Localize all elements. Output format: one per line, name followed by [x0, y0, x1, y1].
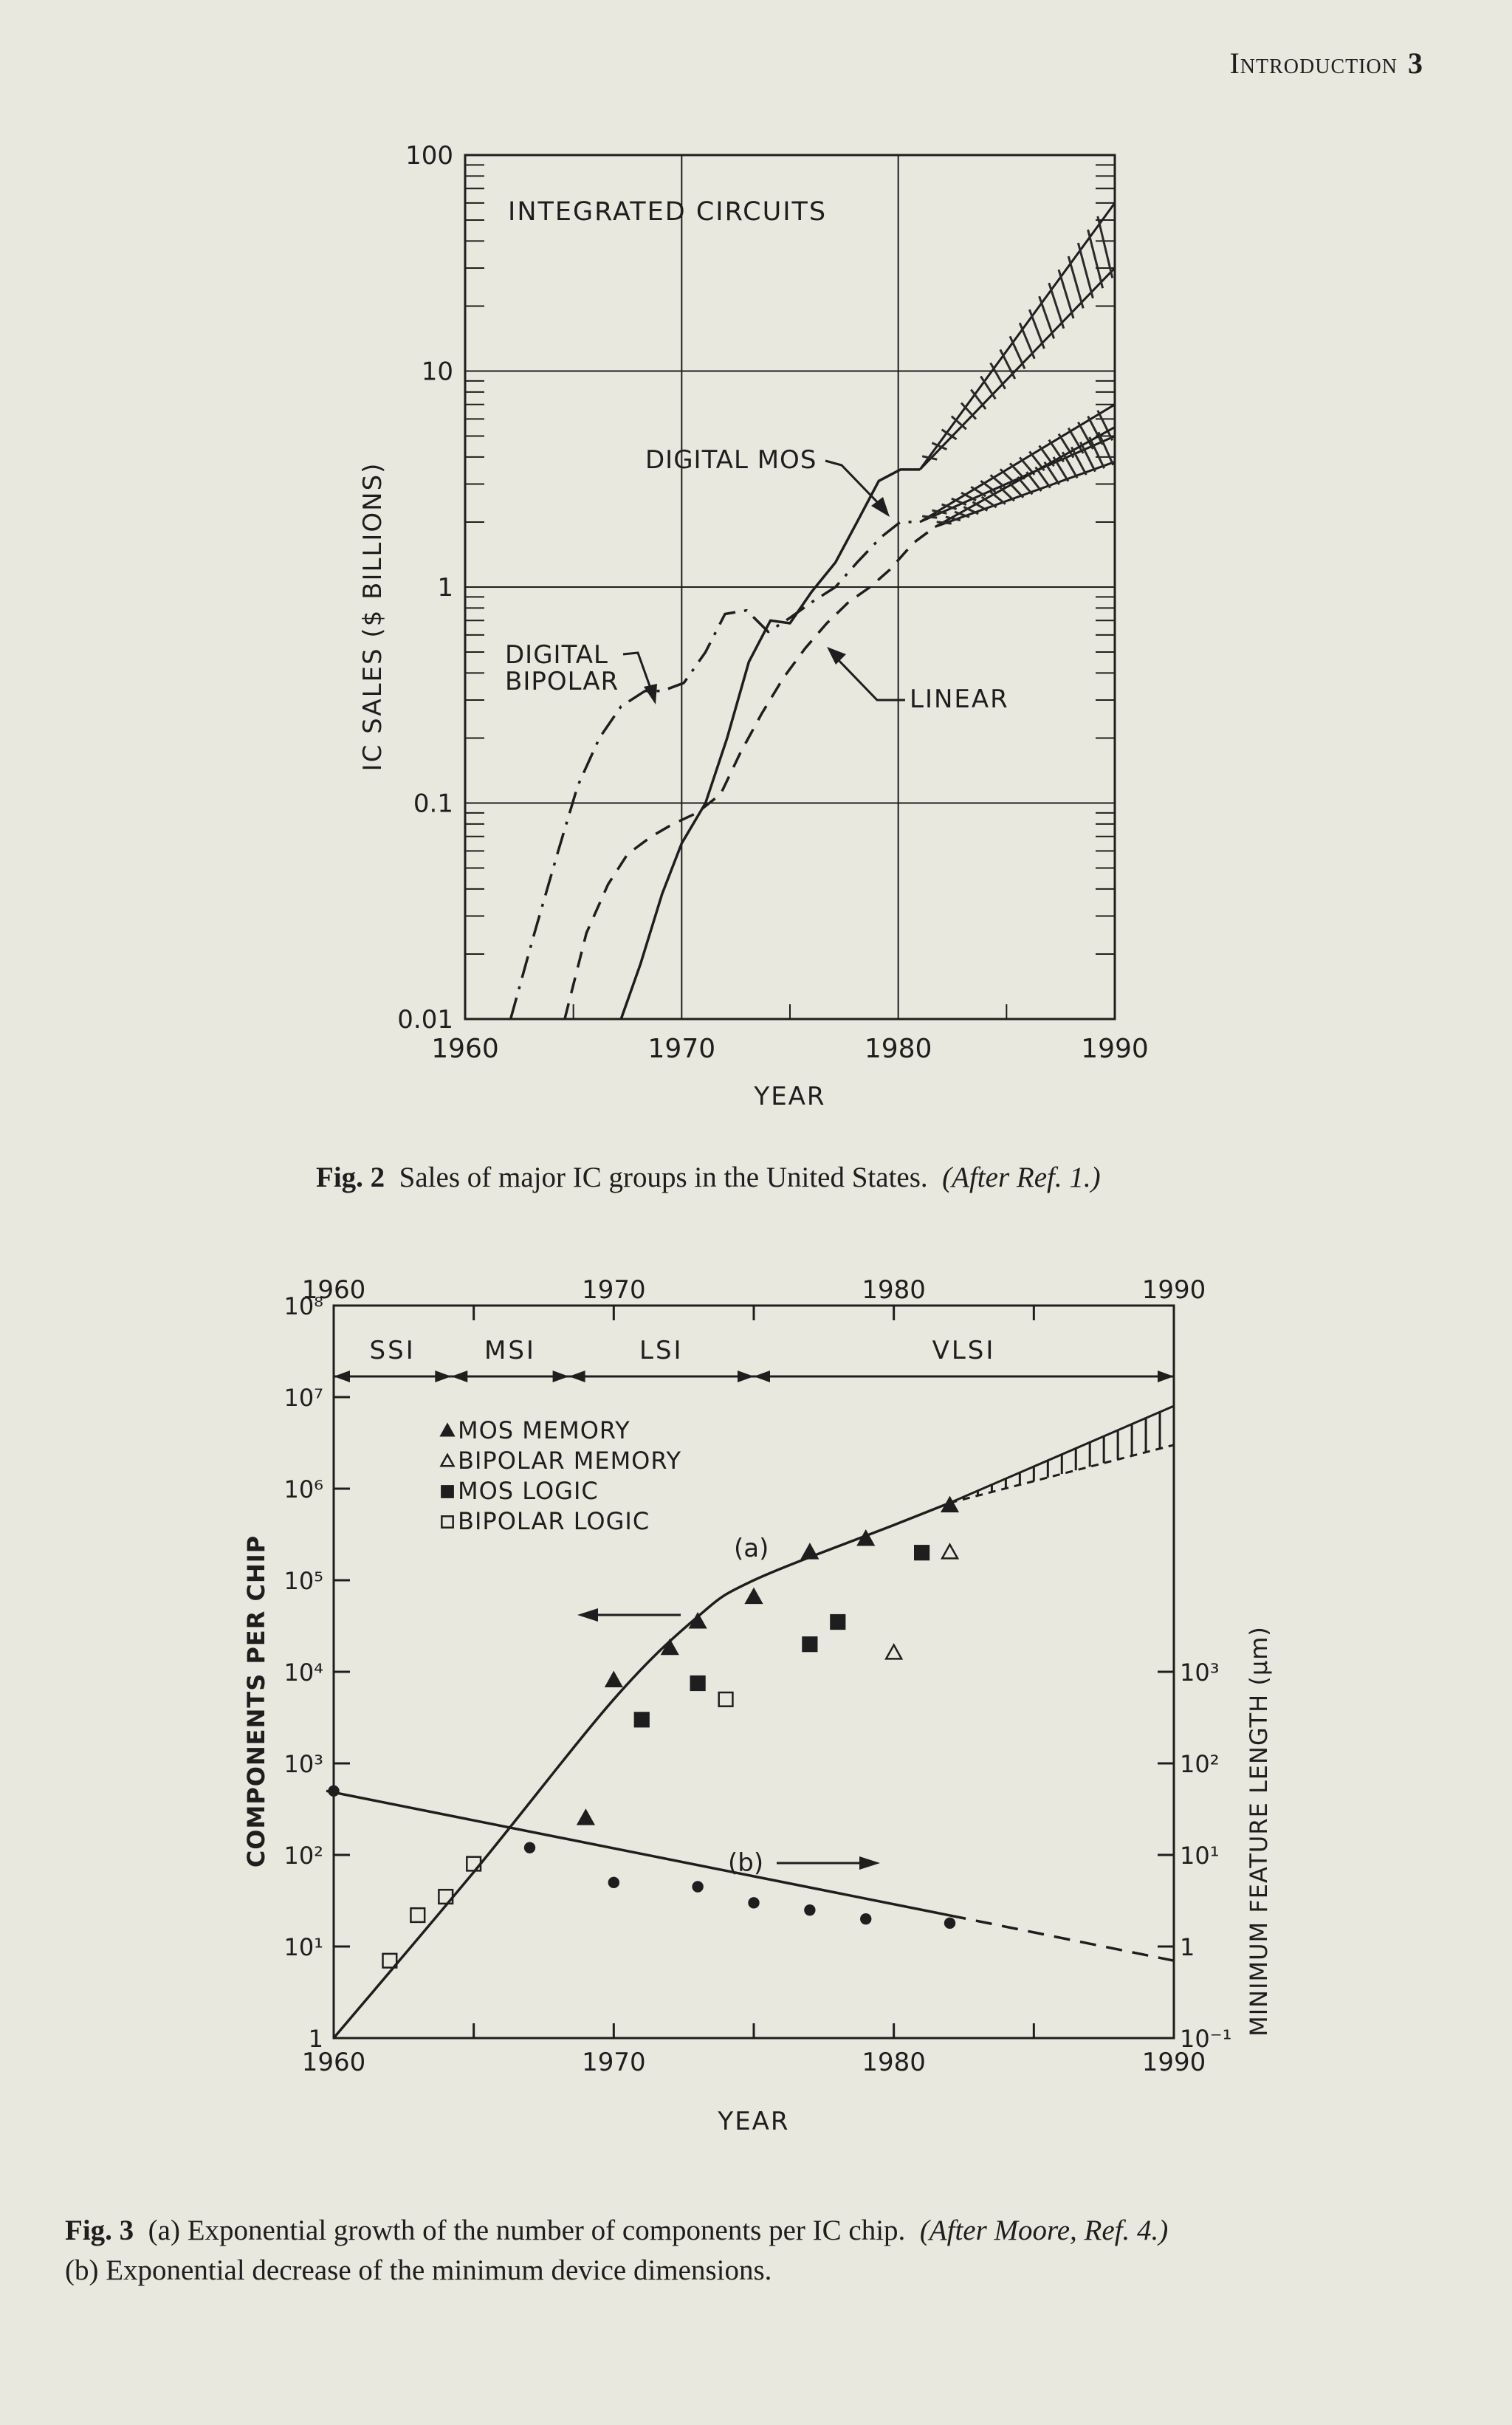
era-arrow-right: [738, 1371, 754, 1382]
y-axis-label: COMPONENTS PER CHIP: [242, 1534, 270, 1868]
y2-axis-label: MINIMUM FEATURE LENGTH (μm): [1245, 1626, 1273, 2037]
projection-band-edge: [950, 1406, 1175, 1503]
x-tick-label: 1990: [1141, 2048, 1206, 2077]
projection-hatch: [1017, 477, 1032, 494]
projection-hatch: [1010, 336, 1025, 368]
projection-band: [920, 203, 1115, 470]
projection-hatch: [982, 497, 997, 507]
legend-label: BIPOLAR LOGIC: [458, 1507, 650, 1535]
y-tick-label: 10⁸: [284, 1292, 323, 1320]
era-arrow-left: [569, 1371, 585, 1382]
fig2-caption-ref: (After Ref. 1.): [942, 1162, 1101, 1193]
y-tick-label: 1: [437, 573, 453, 603]
annotation-arrowhead: [644, 684, 657, 704]
fig2-caption: [316, 1158, 1101, 1198]
page-number: 3: [1408, 47, 1423, 80]
projection-hatch: [1010, 463, 1025, 479]
projection-band: [935, 427, 1116, 526]
projection-band: [920, 405, 1115, 522]
legend-label: MOS MEMORY: [458, 1416, 630, 1444]
projection-hatch: [1000, 469, 1015, 483]
data-point-feature: [524, 1842, 535, 1853]
curve-b-arrowhead: [859, 1856, 880, 1870]
projection-hatch: [980, 481, 995, 492]
annotation-linear: LINEAR: [910, 685, 1009, 714]
data-point-open-triangle: [886, 1645, 901, 1659]
y-tick-label: 10²: [284, 1842, 323, 1870]
y2-tick-label: 10³: [1180, 1659, 1220, 1687]
data-point-filled-triangle: [578, 1811, 594, 1825]
data-point-open-square: [719, 1692, 733, 1707]
fig3-caption-text-a: (a) Exponential growth of the number of components per IC chip.: [148, 2215, 906, 2246]
data-point-feature: [804, 1904, 815, 1915]
y-tick-label: 10: [421, 357, 453, 387]
x-tick-label-top: 1960: [301, 1275, 366, 1305]
projection-hatch: [1008, 482, 1023, 498]
projection-hatch: [1088, 230, 1103, 288]
data-point-filled-triangle: [746, 1589, 762, 1603]
data-point-feature: [692, 1881, 703, 1892]
projection-hatch: [922, 516, 937, 518]
x-axis-label: YEAR: [754, 1082, 826, 1108]
data-point-open-square: [410, 1908, 425, 1922]
projection-hatch: [1000, 349, 1015, 379]
x-axis-label: YEAR: [718, 2107, 790, 2136]
era-arrow-left: [451, 1371, 467, 1382]
projection-hatch: [1049, 283, 1064, 329]
y-tick-label: 1: [308, 2025, 323, 2053]
x-tick-label: 1960: [431, 1034, 499, 1064]
legend-label: BIPOLAR MEMORY: [458, 1447, 682, 1475]
projection-hatch: [1068, 256, 1083, 308]
projection-hatch: [1078, 243, 1093, 298]
y2-tick-label: 1: [1180, 1933, 1195, 1961]
curve-label-b: (b): [728, 1848, 764, 1878]
curve-label-a: (a): [734, 1534, 769, 1563]
data-point-filled-square: [915, 1546, 929, 1560]
projection-hatch: [1000, 487, 1014, 501]
y-tick-label: 0.01: [397, 1005, 453, 1035]
data-point-filled-square: [831, 1615, 845, 1629]
running-header: [1229, 46, 1423, 80]
era-arrow-right: [435, 1371, 451, 1382]
projection-hatch: [991, 475, 1006, 487]
fig3-caption-text-b: (b) Exponential decrease of the minimum device dimensions.: [65, 2254, 772, 2286]
era-label: LSI: [639, 1336, 684, 1365]
projection-hatch: [1029, 309, 1044, 349]
legend-marker: [441, 1486, 453, 1497]
y-tick-label: 10¹: [284, 1933, 323, 1961]
y-tick-label: 0.1: [413, 789, 453, 819]
era-arrow-left: [754, 1371, 770, 1382]
plot-frame: [334, 1306, 1174, 2038]
data-point-feature: [608, 1877, 619, 1888]
series-line-0: [621, 470, 920, 1019]
era-label: VLSI: [932, 1336, 996, 1365]
data-point-filled-square: [635, 1712, 649, 1726]
era-arrow-left: [334, 1371, 350, 1382]
x-tick-label-top: 1980: [862, 1275, 926, 1305]
legend-marker: [441, 1516, 453, 1527]
annotation-digital-mos: DIGITAL MOS: [645, 445, 817, 475]
y-tick-label: 10⁶: [284, 1475, 323, 1503]
y-tick-label: 10³: [284, 1750, 323, 1778]
projection-hatch: [1098, 216, 1113, 278]
y2-tick-label: 10²: [1180, 1750, 1220, 1778]
projection-hatch: [1059, 270, 1073, 318]
fig3-caption: [65, 2211, 1453, 2291]
y2-tick-label: 10¹: [1180, 1842, 1220, 1870]
annotation-leader: [834, 656, 905, 700]
fig2-chart: [0, 126, 1512, 1108]
x-tick-label: 1990: [1081, 1034, 1149, 1064]
x-tick-label: 1960: [301, 2048, 366, 2077]
x-tick-label: 1970: [582, 2048, 646, 2077]
annotation-digital-bipolar-line: BIPOLAR: [505, 667, 619, 696]
data-point-filled-square: [691, 1676, 705, 1690]
x-tick-label-top: 1970: [582, 1275, 646, 1305]
legend-label: MOS LOGIC: [458, 1477, 599, 1505]
data-point-feature: [944, 1918, 955, 1929]
projection-hatch: [991, 492, 1006, 504]
fig2-caption-label: Fig. 2: [316, 1162, 385, 1193]
era-arrow-right: [1158, 1371, 1174, 1382]
era-arrow-right: [553, 1371, 569, 1382]
y2-tick-label: 10⁻¹: [1180, 2025, 1232, 2053]
data-point-feature: [860, 1913, 871, 1924]
chart-title: INTEGRATED CIRCUITS: [508, 197, 828, 227]
data-point-filled-triangle: [802, 1545, 817, 1559]
fig3-chart: [0, 1255, 1512, 2186]
annotation-digital-bipolar-line: DIGITAL: [505, 640, 608, 670]
fig2-caption-text: Sales of major IC groups in the United States.: [399, 1162, 928, 1193]
projection-hatch: [980, 377, 995, 399]
x-tick-label: 1980: [862, 2048, 926, 2077]
projection-hatch: [972, 502, 987, 511]
era-label: SSI: [369, 1336, 416, 1365]
x-tick-label: 1980: [864, 1034, 932, 1064]
x-tick-label-top: 1990: [1141, 1275, 1206, 1305]
curve-b-dashed: [950, 1915, 1174, 1961]
projection-hatch: [1040, 296, 1054, 338]
legend-marker: [441, 1424, 454, 1436]
curve-b-solid: [326, 1791, 950, 1915]
annotation-digital-bipolar: [505, 640, 619, 696]
y-tick-label: 10⁷: [284, 1384, 323, 1412]
y-axis-label: IC SALES ($ BILLIONS): [358, 462, 388, 772]
era-label: MSI: [484, 1336, 536, 1365]
fig3-caption-label: Fig. 3: [65, 2215, 134, 2246]
fig3-caption-ref: (After Moore, Ref. 4.): [919, 2215, 1169, 2246]
projection-hatch: [971, 390, 986, 409]
projection-hatch: [1020, 323, 1034, 358]
annotation-arrowhead: [827, 647, 846, 665]
y-tick-label: 10⁴: [284, 1659, 323, 1687]
curve-a: [334, 1503, 950, 2038]
projection-hatch: [971, 487, 986, 496]
data-point-feature: [328, 1786, 339, 1797]
y-tick-label: 10⁵: [284, 1567, 323, 1595]
curve-a-arrowhead: [577, 1608, 598, 1622]
data-point-open-triangle: [942, 1545, 958, 1559]
projection-hatch: [991, 363, 1006, 388]
series-line-2: [565, 527, 935, 1020]
x-tick-label: 1970: [647, 1034, 716, 1064]
data-point-filled-triangle: [606, 1673, 622, 1687]
data-point-open-square: [467, 1857, 481, 1871]
data-point-filled-square: [803, 1637, 817, 1651]
data-point-feature: [748, 1897, 759, 1908]
legend-marker: [441, 1455, 454, 1466]
running-header-title: Introduction: [1229, 47, 1398, 80]
y-tick-label: 100: [405, 141, 453, 171]
